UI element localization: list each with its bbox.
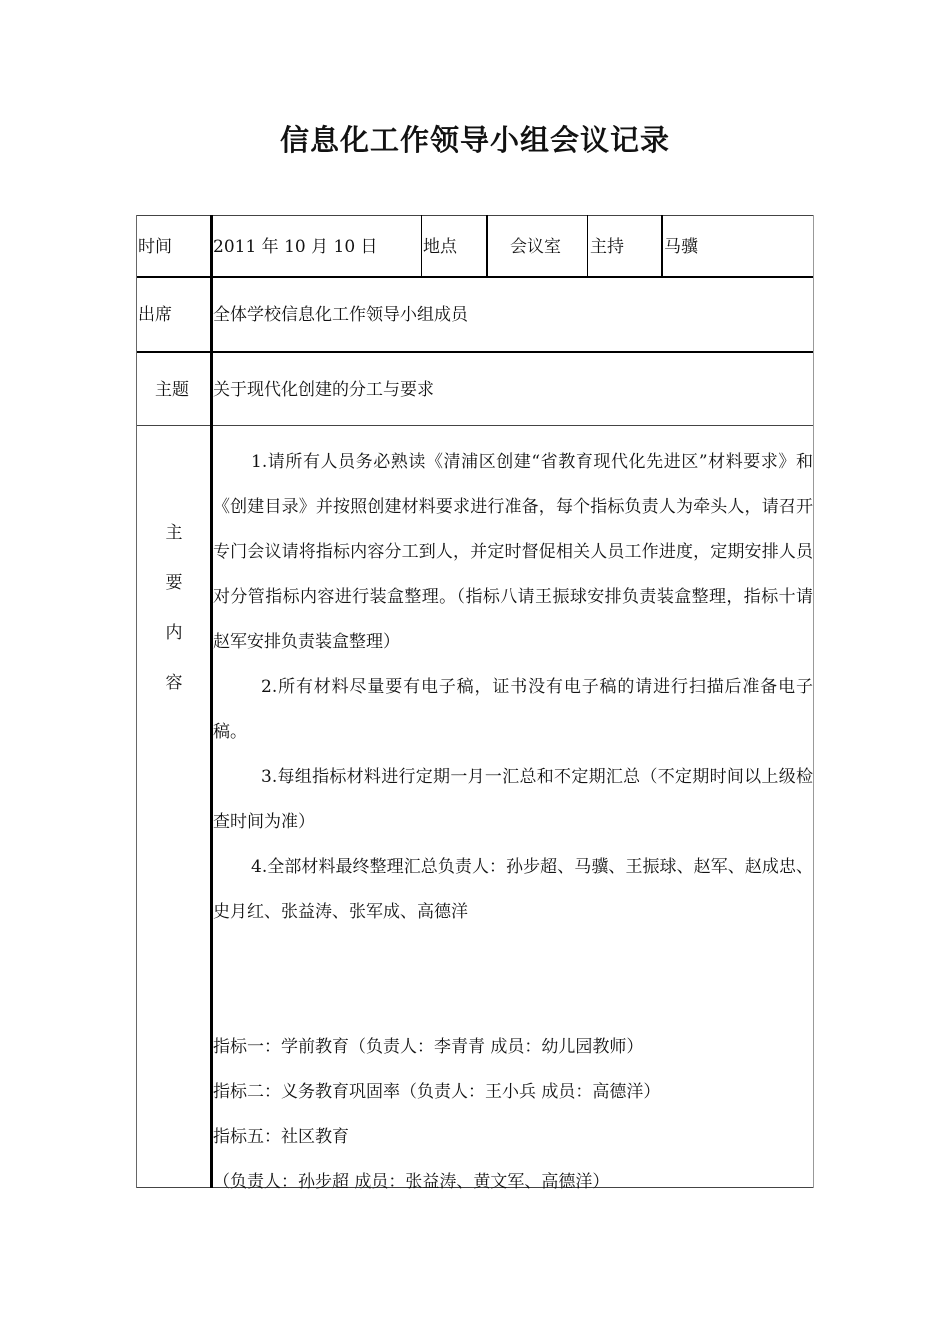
row-divider — [136, 351, 814, 353]
label-char: 主 — [165, 523, 183, 543]
topic-label: 主题 — [155, 380, 189, 400]
indicator-line: 指标一：学前教育（负责人：李青青 成员：幼儿园教师） — [213, 1037, 644, 1057]
host-value: 马骥 — [664, 237, 698, 257]
indicator-line: 指标五：社区教育 — [213, 1127, 349, 1147]
content-paragraph-3: 3.每组指标材料进行定期一月一汇总和不定期汇总（不定期时间以上级检查时间为准） — [213, 767, 813, 832]
time-label: 时间 — [138, 237, 172, 257]
attendance-value: 全体学校信息化工作领导小组成员 — [213, 305, 468, 325]
time-value: 2011 年 10 月 10 日 — [213, 237, 378, 257]
spacer — [213, 935, 813, 1025]
page-title: 信息化工作领导小组会议记录 — [279, 123, 670, 157]
main-content-body — [213, 440, 813, 1205]
meeting-record-table — [136, 215, 814, 1192]
row-divider — [136, 276, 814, 278]
host-label: 主持 — [590, 237, 624, 257]
table-top-border — [136, 215, 814, 216]
label-char: 内 — [165, 623, 183, 643]
content-paragraph-4: 4.全部材料最终整理汇总负责人：孙步超、马骥、王振球、赵军、赵成忠、史月红、张益涛、张军成、高德洋 — [213, 857, 813, 922]
row-divider — [136, 425, 814, 426]
indicator-line: 指标二：义务教育巩固率（负责人：王小兵 成员：高德洋） — [213, 1082, 661, 1102]
topic-value: 关于现代化创建的分工与要求 — [213, 380, 434, 400]
main-content-label — [156, 508, 192, 708]
content-paragraph-1: 1.请所有人员务必熟读《清浦区创建“省教育现代化先进区”材料要求》和《创建目录》并按照创建材料要求进行准备，每个指标负责人为牵头人，请召开专门会议请将指标内容分工到人，并定时督促相关人员工作进度，定期安排人员对分管指标内容进行装盒整理。（指标八请王振球安排负责装盒整理，指标十请赵军安排负责装盒整理） — [213, 452, 813, 652]
place-label: 地点 — [423, 237, 457, 257]
label-char: 容 — [165, 673, 183, 693]
label-char: 要 — [165, 573, 183, 593]
indicator-line: （负责人：孙步超 成员：张益涛、黄文军、高德洋） — [213, 1172, 610, 1192]
attendance-label: 出席 — [138, 305, 172, 325]
table-right-border — [813, 215, 814, 1188]
column-divider — [661, 215, 663, 277]
column-divider — [587, 215, 588, 277]
place-value: 会议室 — [510, 237, 561, 257]
table-left-border — [136, 215, 137, 1188]
column-divider — [421, 215, 422, 277]
column-divider — [486, 215, 488, 277]
content-paragraph-2: 2.所有材料尽量要有电子稿，证书没有电子稿的请进行扫描后准备电子稿。 — [213, 677, 813, 742]
